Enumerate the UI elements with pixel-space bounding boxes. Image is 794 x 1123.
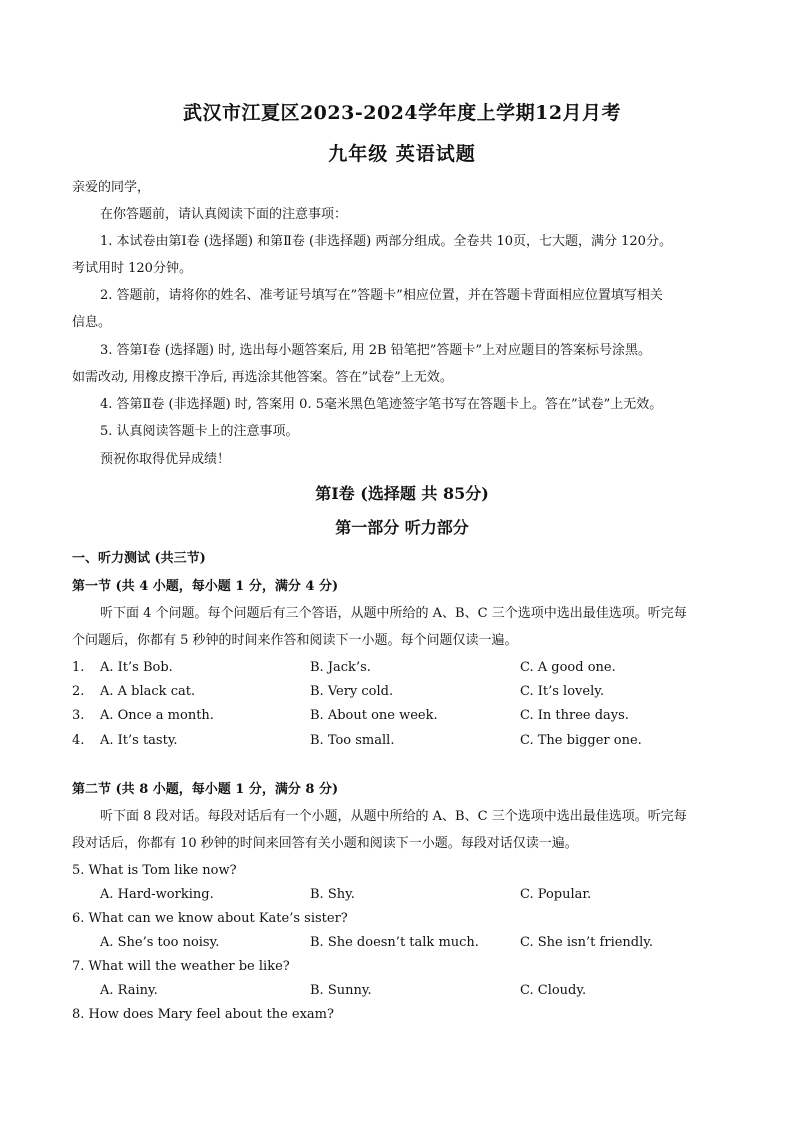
option-c: C. She isn’t friendly. — [520, 935, 654, 950]
option-c: C. A good one. — [520, 660, 616, 675]
question-stem: 6. What can we know about Kate’s sister? — [72, 911, 348, 926]
section1-heading: 第一节 (共 4 小题，每小题 1 分，满分 4 分) — [72, 579, 339, 594]
question-stem: 8. How does Mary feel about the exam? — [72, 1007, 334, 1022]
part-title: 第一部分 听力部分 — [335, 518, 469, 537]
question-stem: 7. What will the weather be like? — [72, 959, 290, 974]
option-b: B. Sunny. — [310, 983, 372, 998]
note-line: 信息。 — [72, 315, 112, 330]
question-number: 4. — [72, 733, 85, 748]
option-b: B. She doesn’t talk much. — [310, 935, 479, 950]
question-number: 3. — [72, 708, 85, 723]
exam-subtitle: 九年级 英语试题 — [328, 143, 476, 165]
section2-instruction: 段对话后，你都有 10 秒钟的时间来回答有关小题和阅读下一小题。每段对话仅读一遍。 — [72, 836, 578, 851]
option-a: A. Rainy. — [100, 983, 158, 998]
note-line: 1. 本试卷由第Ⅰ卷 (选择题) 和第Ⅱ卷 (非选择题) 两部分组成。全卷共 10页，七大题，满分 120分。 — [100, 234, 672, 249]
question-number: 2. — [72, 684, 85, 699]
option-a: A. A black cat. — [100, 684, 196, 699]
option-b: B. Jack’s. — [310, 660, 371, 675]
note-line: 考试用时 120分钟。 — [72, 261, 192, 276]
option-a: A. Once a month. — [100, 708, 214, 723]
option-c: C. It’s lovely. — [520, 684, 604, 699]
section2-heading: 第二节 (共 8 小题，每小题 1 分，满分 8 分) — [72, 782, 339, 797]
option-a: A. It’s tasty. — [100, 733, 178, 748]
option-c: C. Popular. — [520, 887, 592, 902]
option-a: A. Hard-working. — [100, 887, 214, 902]
question-number: 1. — [72, 660, 85, 675]
note-line: 4. 答第Ⅱ卷 (非选择题) 时, 答案用 0. 5毫米黑色笔迹签字笔书写在答题卡上。答在”试卷”上无效。 — [100, 397, 663, 412]
note-line: 5. 认真阅读答题卡上的注意事项。 — [100, 424, 299, 439]
option-c: C. Cloudy. — [520, 983, 587, 998]
volume-title: 第Ⅰ卷 (选择题 共 85分) — [315, 484, 489, 503]
option-b: B. Very cold. — [310, 684, 394, 699]
option-c: C. In three days. — [520, 708, 629, 723]
option-b: B. Shy. — [310, 887, 355, 902]
note-line: 预祝你取得优异成绩！ — [100, 452, 231, 467]
option-b: B. About one week. — [310, 708, 438, 723]
exam-title: 武汉市江夏区2023-2024学年度上学期12月月考 — [182, 102, 622, 124]
greeting: 亲爱的同学， — [72, 180, 151, 195]
question-stem: 5. What is Tom like now? — [72, 863, 237, 878]
section2-instruction: 听下面 8 段对话。每段对话后有一个小题，从题中所给的 A、B、C 三个选项中选出最佳选项。听完每 — [100, 809, 687, 824]
option-a: A. It’s Bob. — [100, 660, 173, 675]
section1-instruction: 听下面 4 个问题。每个问题后有三个答语，从题中所给的 A、B、C 三个选项中选出最佳选项。听完每 — [100, 606, 687, 621]
note-line: 3. 答第Ⅰ卷 (选择题) 时, 选出每小题答案后, 用 2B 铅笔把”答题卡”上对应题目的答案标号涂黑。 — [100, 343, 651, 358]
section1-instruction: 个问题后，你都有 5 秒钟的时间来作答和阅读下一小题。每个问题仅读一遍。 — [72, 633, 518, 648]
note-line: 如需改动, 用橡皮擦干净后, 再选涂其他答案。答在”试卷”上无效。 — [72, 370, 453, 385]
option-a: A. She’s too noisy. — [100, 935, 220, 950]
section-heading: 一、听力测试 (共三节) — [72, 551, 206, 566]
option-b: B. Too small. — [310, 733, 395, 748]
intro-lead: 在你答题前，请认真阅读下面的注意事项： — [100, 207, 348, 222]
option-c: C. The bigger one. — [520, 733, 642, 748]
note-line: 2. 答题前，请将你的姓名、准考证号填写在”答题卡”相应位置，并在答题卡背面相应位置填写相关 — [100, 288, 663, 303]
